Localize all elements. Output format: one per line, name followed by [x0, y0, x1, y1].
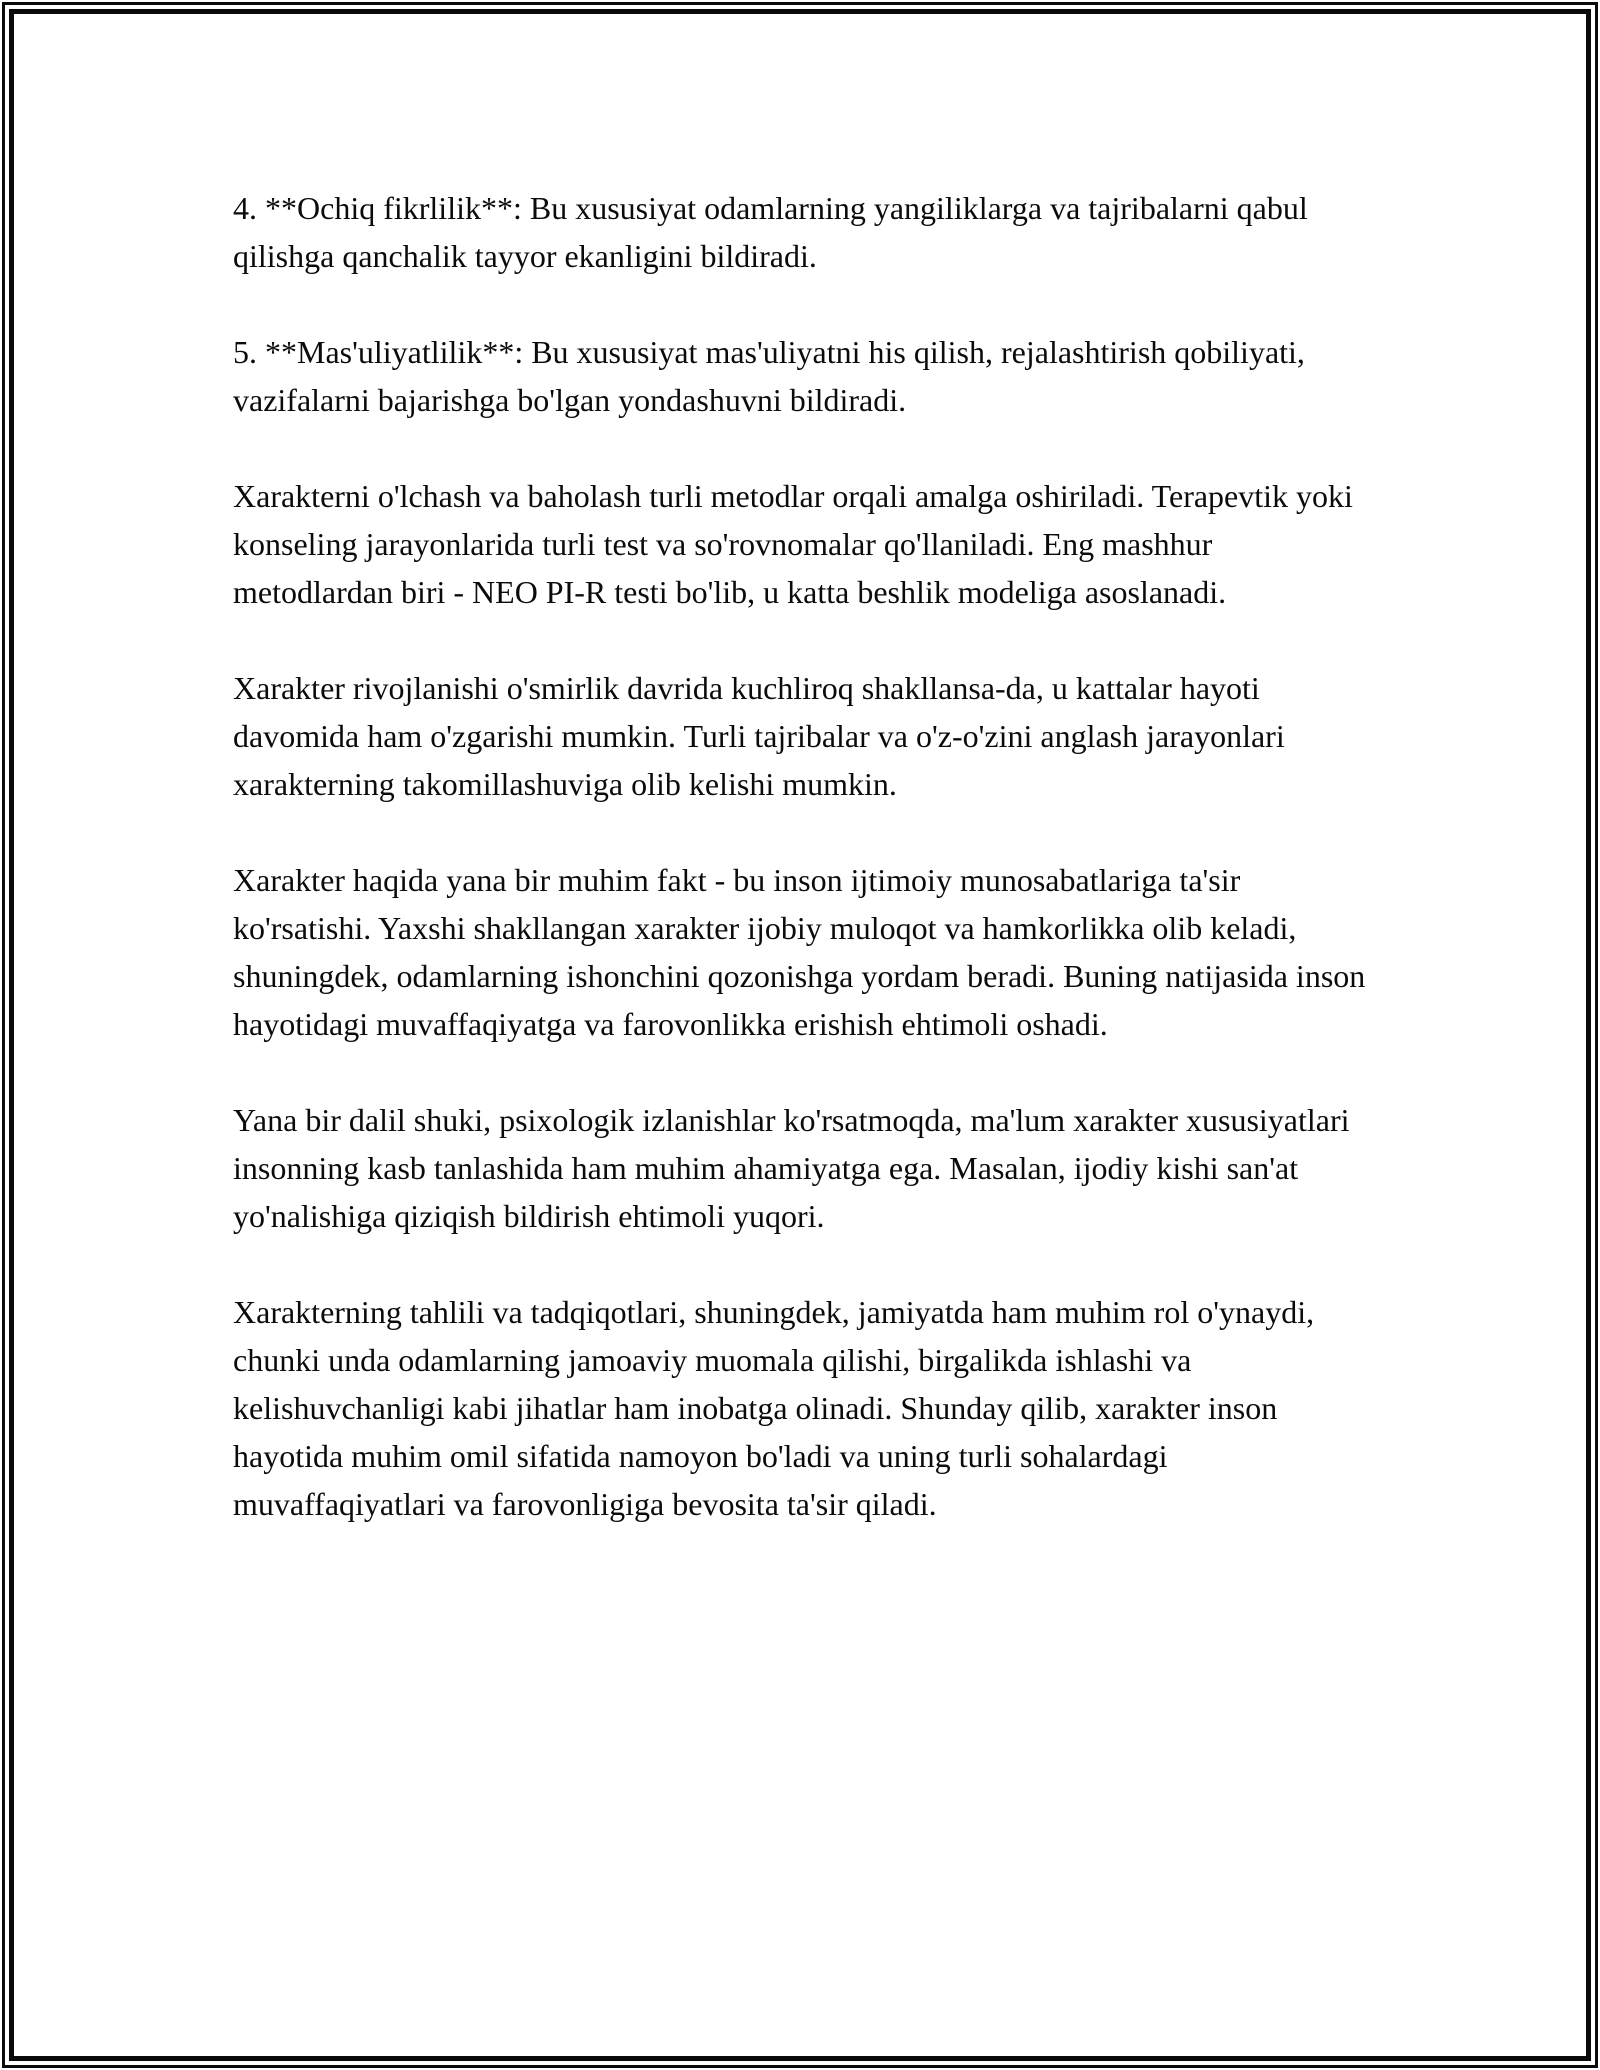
paragraph-ijtimoiy-munosabat: Xarakter haqida yana bir muhim fakt - bu inson ijtimoiy munosabatlariga ta'sir ko'rsatishi. Yaxshi shakllangan xarakter ijobiy muloqot va hamkorlikka olib keladi, shuningdek, odamlarning ishonchini qozonishga yordam beradi. Buning natijasida inson hayotidagi muvaffaqiyatga va farovonlikka erishish ehtimoli oshadi.: [233, 862, 1366, 1042]
document-body: [14, 14, 1586, 2056]
paragraph-masuliyatlilik: 5. **Mas'uliyatlilik**: Bu xususiyat mas'uliyatni his qilish, rejalashtirish qobiliyati, vazifalarni bajarishga bo'lgan yondashuvni bildiradi.: [233, 334, 1305, 418]
paragraph-olchash-baholash: Xarakterni o'lchash va baholash turli metodlar orqali amalga oshiriladi. Terapevtik yoki konseling jarayonlarida turli test va so'rovnomalar qo'llaniladi. Eng mashhur metodlardan biri - NEO PI-R testi bo'lib, u katta beshlik modeliga asoslanadi.: [233, 478, 1353, 610]
paragraph-kasb-tanlash: Yana bir dalil shuki, psixologik izlanishlar ko'rsatmoqda, ma'lum xarakter xususiyatlari insonning kasb tanlashida ham muhim ahamiyatga ega. Masalan, ijodiy kishi san'at yo'nalishiga qiziqish bildirish ehtimoli yuqori.: [233, 1102, 1350, 1234]
paragraph-jamiyatda-rol: Xarakterning tahlili va tadqiqotlari, shuningdek, jamiyatda ham muhim rol o'ynaydi, chunki unda odamlarning jamoaviy muomala qilishi, birgalikda ishlashi va kelishuvchanligi kabi jihatlar ham inobatga olinadi. Shunday qilib, xarakter inson hayotida muhim omil sifatida namoyon bo'ladi va uning turli sohalardagi muvaffaqiyatlari va farovonligiga bevosita ta'sir qiladi.: [233, 1294, 1315, 1522]
paragraph-rivojlanishi: Xarakter rivojlanishi o'smirlik davrida kuchliroq shakllansa-da, u kattalar hayoti davomida ham o'zgarishi mumkin. Turli tajribalar va o'z-o'zini anglash jarayonlari xarakterning takomillashuviga olib kelishi mumkin.: [233, 670, 1285, 802]
paragraph-ochiq-fikrlilik: 4. **Ochiq fikrlilik**: Bu xususiyat odamlarning yangiliklarga va tajribalarni qabul qilishga qanchalik tayyor ekanligini bildiradi.: [233, 190, 1308, 274]
